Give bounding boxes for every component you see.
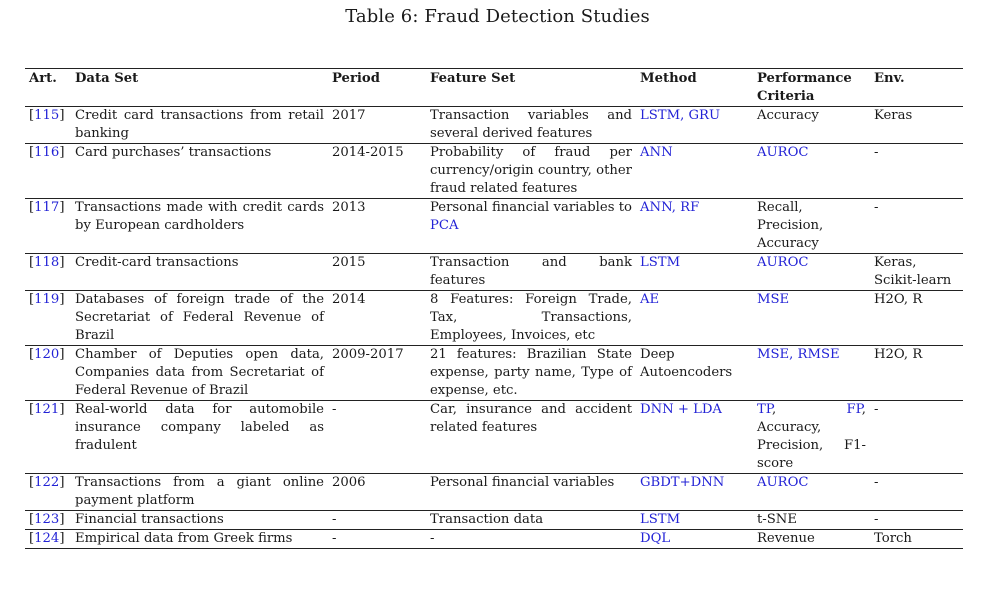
method-cell[interactable]: DNN + LDA — [640, 402, 722, 417]
citation-link[interactable]: 119 — [34, 292, 60, 307]
citation-ref[interactable]: [122] — [29, 475, 65, 490]
dataset-cell: Credit card transactions from retail banking — [75, 108, 324, 141]
features-cell: 21 features: Brazilian State expense, party name, Type of expense, etc. — [430, 347, 632, 398]
citation-ref[interactable]: [115] — [29, 108, 65, 123]
env-cell: - — [874, 512, 879, 527]
period-cell: - — [332, 512, 337, 527]
features-cell: Transaction variables and several derived features — [430, 108, 632, 141]
performance-cell[interactable]: AUROC — [757, 475, 809, 490]
features-cell: Personal financial variables to PCA — [430, 200, 632, 233]
env-cell: H2O, R — [874, 347, 923, 362]
citation-link[interactable]: 116 — [34, 145, 60, 160]
performance-cell[interactable]: AUROC — [757, 255, 809, 270]
citation-ref[interactable]: [120] — [29, 347, 65, 362]
env-cell: Torch — [874, 531, 912, 546]
features-cell: 8 Features: Foreign Trade, Tax, Transactions, Employees, Invoices, etc — [430, 292, 632, 343]
table-row — [25, 511, 963, 530]
performance-cell[interactable]: AUROC — [757, 145, 809, 160]
period-cell: 2013 — [332, 200, 366, 215]
env-cell: - — [874, 402, 879, 417]
fraud-detection-table — [25, 68, 963, 549]
table-row — [25, 346, 963, 401]
performance-cell[interactable]: MSE — [757, 292, 790, 307]
dataset-cell: Databases of foreign trade of the Secretariat of Federal Revenue of Brazil — [75, 292, 324, 343]
env-cell: Keras — [874, 108, 913, 123]
citation-ref[interactable]: [116] — [29, 145, 65, 160]
table-caption: Table 6: Fraud Detection Studies — [345, 6, 650, 27]
dataset-cell: Financial transactions — [75, 512, 224, 527]
header-row — [25, 69, 963, 107]
table-row — [25, 401, 963, 474]
table-row — [25, 530, 963, 549]
method-cell[interactable]: LSTM — [640, 255, 681, 270]
env-cell: - — [874, 200, 879, 215]
period-cell: 2014 — [332, 292, 366, 307]
env-cell: Keras, Scikit-learn — [874, 255, 952, 288]
citation-link[interactable]: 122 — [34, 475, 60, 490]
citation-ref[interactable]: [118] — [29, 255, 65, 270]
dataset-cell: Transactions made with credit cards by European cardholders — [75, 200, 324, 233]
pca-link[interactable]: PCA — [430, 218, 459, 233]
citation-ref[interactable]: [121] — [29, 402, 65, 417]
method-cell[interactable]: GBDT+DNN — [640, 475, 725, 490]
period-cell: 2014-2015 — [332, 145, 404, 160]
header-method: Method — [640, 71, 697, 86]
env-cell: - — [874, 475, 879, 490]
header-performance: Performance Criteria — [757, 71, 852, 104]
features-cell: Probability of fraud per currency/origin country, other fraud related features — [430, 145, 632, 196]
env-cell: - — [874, 145, 879, 160]
features-cell: Transaction data — [430, 512, 544, 527]
performance-cell: TP, FP, Accuracy, Precision, F1-score — [757, 402, 866, 471]
performance-cell: Revenue — [757, 531, 815, 546]
performance-cell: Accuracy — [757, 108, 819, 123]
period-cell: 2017 — [332, 108, 366, 123]
method-cell[interactable]: DQL — [640, 531, 671, 546]
dataset-cell: Chamber of Deputies open data, Companies data from Secretariat of Federal Revenue of Brazil — [75, 347, 324, 398]
citation-ref[interactable]: [119] — [29, 292, 65, 307]
period-cell: 2015 — [332, 255, 366, 270]
method-cell[interactable]: ANN — [640, 145, 673, 160]
table-row — [25, 474, 963, 511]
method-cell[interactable]: AE — [640, 292, 660, 307]
performance-cell[interactable]: MSE, RMSE — [757, 347, 840, 362]
table-row — [25, 291, 963, 346]
dataset-cell: Credit-card transactions — [75, 255, 239, 270]
citation-link[interactable]: 117 — [34, 200, 60, 215]
header-env: Env. — [874, 71, 905, 86]
table-row — [25, 107, 963, 144]
table-row — [25, 199, 963, 254]
tp-link[interactable]: TP — [757, 402, 772, 417]
fp-link[interactable]: FP — [846, 402, 862, 417]
features-cell: - — [430, 531, 435, 546]
table-row — [25, 144, 963, 199]
period-cell: 2009-2017 — [332, 347, 404, 362]
header-features: Feature Set — [430, 71, 516, 86]
period-cell: 2006 — [332, 475, 366, 490]
citation-link[interactable]: 120 — [34, 347, 60, 362]
method-cell[interactable]: LSTM, GRU — [640, 108, 721, 123]
dataset-cell: Card purchases’ transactions — [75, 145, 272, 160]
table-row — [25, 254, 963, 291]
header-art: Art. — [29, 71, 57, 86]
citation-link[interactable]: 118 — [34, 255, 60, 270]
period-cell: - — [332, 402, 337, 417]
features-cell: Transaction and bank features — [430, 255, 632, 288]
method-cell[interactable]: ANN, RF — [640, 200, 700, 215]
features-cell: Car, insurance and accident related features — [430, 402, 632, 435]
period-cell: - — [332, 531, 337, 546]
citation-link[interactable]: 115 — [34, 108, 60, 123]
citation-link[interactable]: 123 — [34, 512, 60, 527]
performance-cell: t-SNE — [757, 512, 797, 527]
dataset-cell: Empirical data from Greek firms — [75, 531, 293, 546]
citation-ref[interactable]: [124] — [29, 531, 65, 546]
method-cell[interactable]: LSTM — [640, 512, 681, 527]
method-cell: Deep Autoencoders — [640, 347, 733, 380]
citation-ref[interactable]: [117] — [29, 200, 65, 215]
header-period: Period — [332, 71, 380, 86]
citation-link[interactable]: 121 — [34, 402, 60, 417]
dataset-cell: Real-world data for automobile insurance company labeled as fradulent — [75, 402, 324, 453]
performance-cell: Recall, Precision, Accuracy — [757, 200, 824, 251]
env-cell: H2O, R — [874, 292, 923, 307]
citation-ref[interactable]: [123] — [29, 512, 65, 527]
features-cell: Personal financial variables — [430, 475, 615, 490]
header-dataset: Data Set — [75, 71, 139, 86]
dataset-cell: Transactions from a giant online payment platform — [75, 475, 324, 508]
citation-link[interactable]: 124 — [34, 531, 60, 546]
